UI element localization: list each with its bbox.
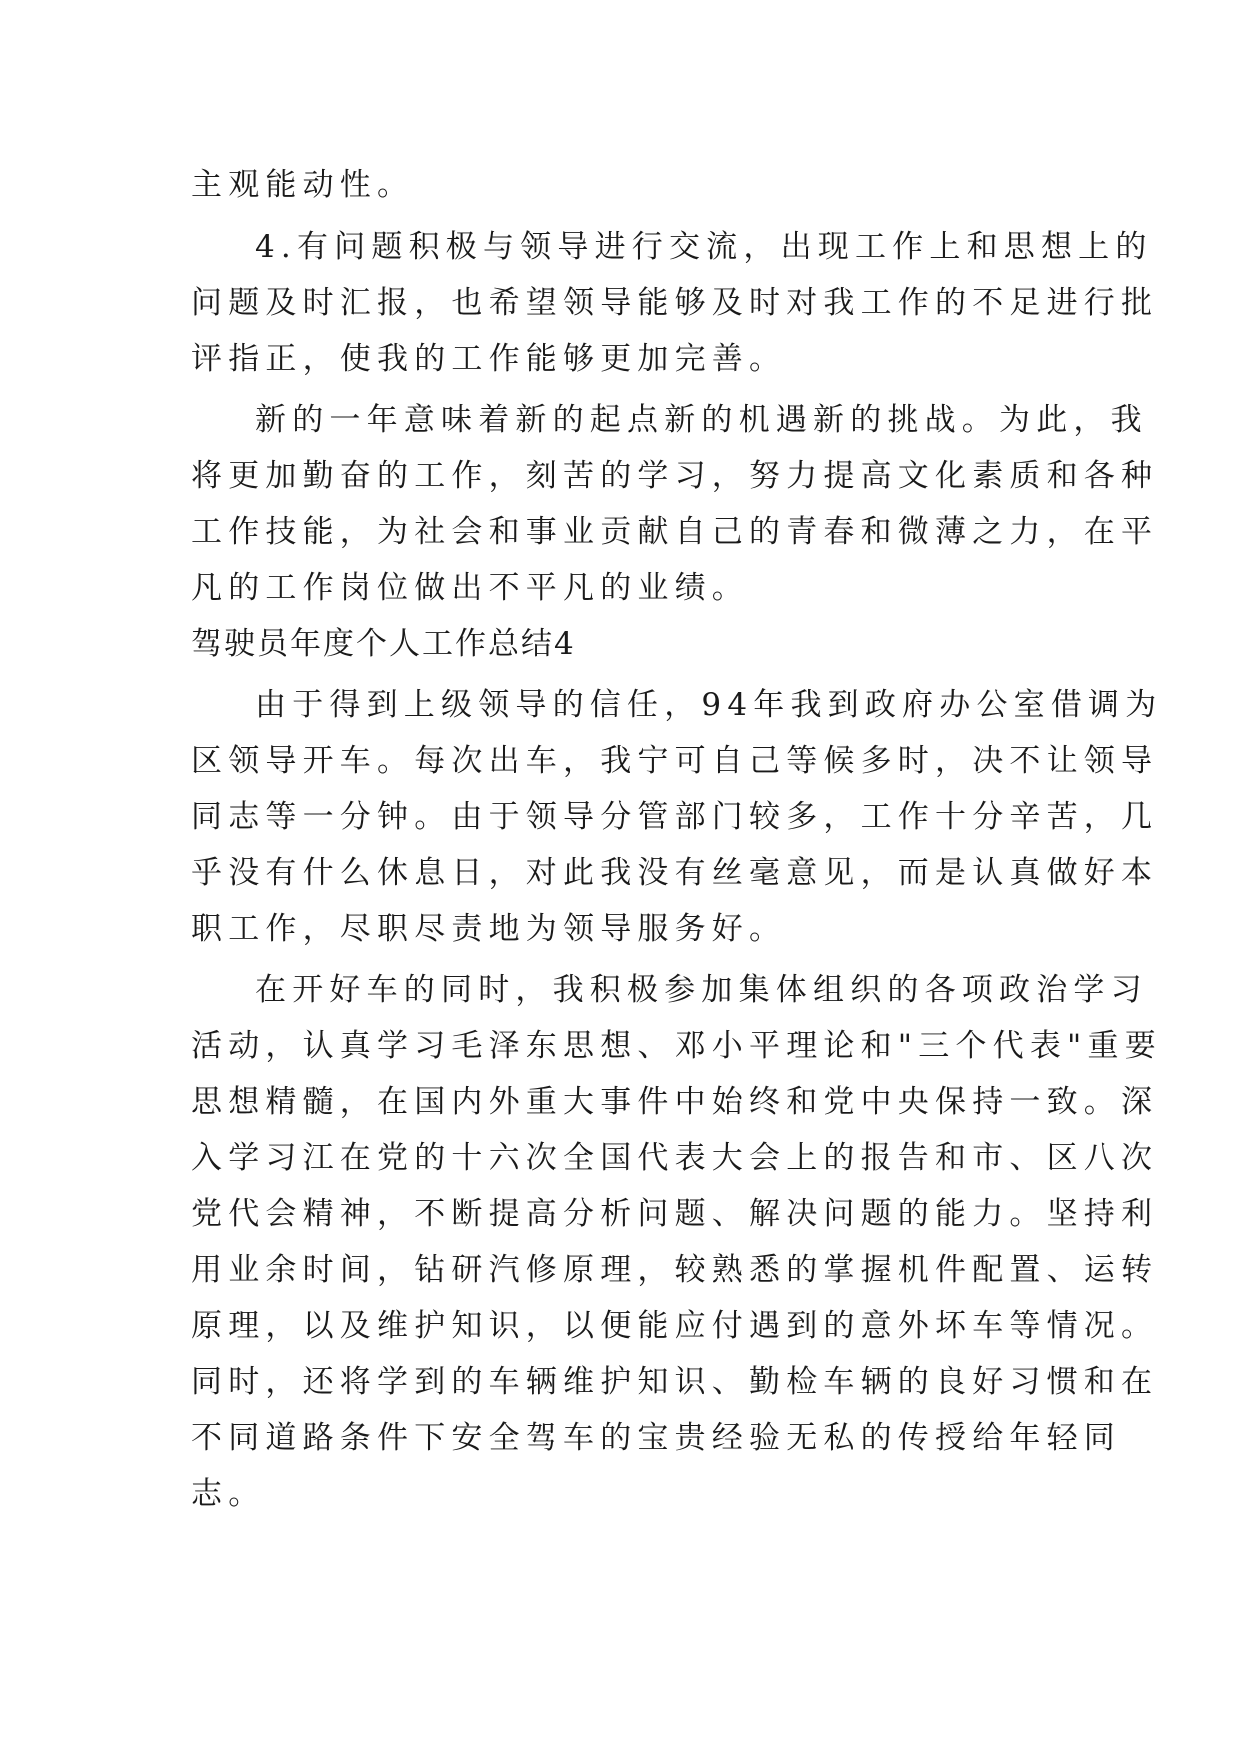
text-line: 主观能动性。 bbox=[191, 167, 415, 203]
text-line: 职工作，尽职尽责地为领导服务好。 bbox=[191, 911, 787, 947]
text-line: 用业余时间，钻研汽修原理，较熟悉的掌握机件配置、运转 bbox=[191, 1252, 1159, 1288]
text-line: 同时，还将学到的车辆维护知识、勤检车辆的良好习惯和在 bbox=[191, 1364, 1159, 1400]
text-line: 区领导开车。每次出车，我宁可自己等候多时，决不让领导 bbox=[191, 743, 1159, 779]
text-line: 凡的工作岗位做出不平凡的业绩。 bbox=[191, 570, 749, 606]
text-line: 不同道路条件下安全驾车的宝贵经验无私的传授给年轻同 bbox=[191, 1420, 1121, 1456]
text-line: 4.有问题积极与领导进行交流，出现工作上和思想上的 bbox=[255, 229, 1153, 265]
text-line: 由于得到上级领导的信任，94年我到政府办公室借调为 bbox=[255, 687, 1163, 723]
text-line: 在开好车的同时，我积极参加集体组织的各项政治学习 bbox=[255, 972, 1148, 1008]
text-line: 活动，认真学习毛泽东思想、邓小平理论和"三个代表"重要 bbox=[191, 1028, 1162, 1064]
section-heading: 驾驶员年度个人工作总结4 bbox=[191, 626, 576, 662]
text-line: 原理，以及维护知识，以便能应付遇到的意外坏车等情况。 bbox=[191, 1308, 1159, 1344]
text-line: 思想精髓，在国内外重大事件中始终和党中央保持一致。深 bbox=[191, 1084, 1159, 1120]
text-line: 入学习江在党的十六次全国代表大会上的报告和市、区八次 bbox=[191, 1140, 1159, 1176]
text-line: 乎没有什么休息日，对此我没有丝毫意见，而是认真做好本 bbox=[191, 855, 1159, 891]
text-line: 问题及时汇报，也希望领导能够及时对我工作的不足进行批 bbox=[191, 285, 1159, 321]
text-line: 党代会精神，不断提高分析问题、解决问题的能力。坚持利 bbox=[191, 1196, 1159, 1232]
text-line: 评指正，使我的工作能够更加完善。 bbox=[191, 341, 787, 377]
text-line: 新的一年意味着新的起点新的机遇新的挑战。为此，我 bbox=[255, 402, 1148, 438]
text-line: 工作技能，为社会和事业贡献自己的青春和微薄之力，在平 bbox=[191, 514, 1159, 550]
text-line: 将更加勤奋的工作，刻苦的学习，努力提高文化素质和各种 bbox=[191, 458, 1159, 494]
text-line: 志。 bbox=[191, 1476, 266, 1512]
text-line: 同志等一分钟。由于领导分管部门较多，工作十分辛苦，几 bbox=[191, 799, 1159, 835]
